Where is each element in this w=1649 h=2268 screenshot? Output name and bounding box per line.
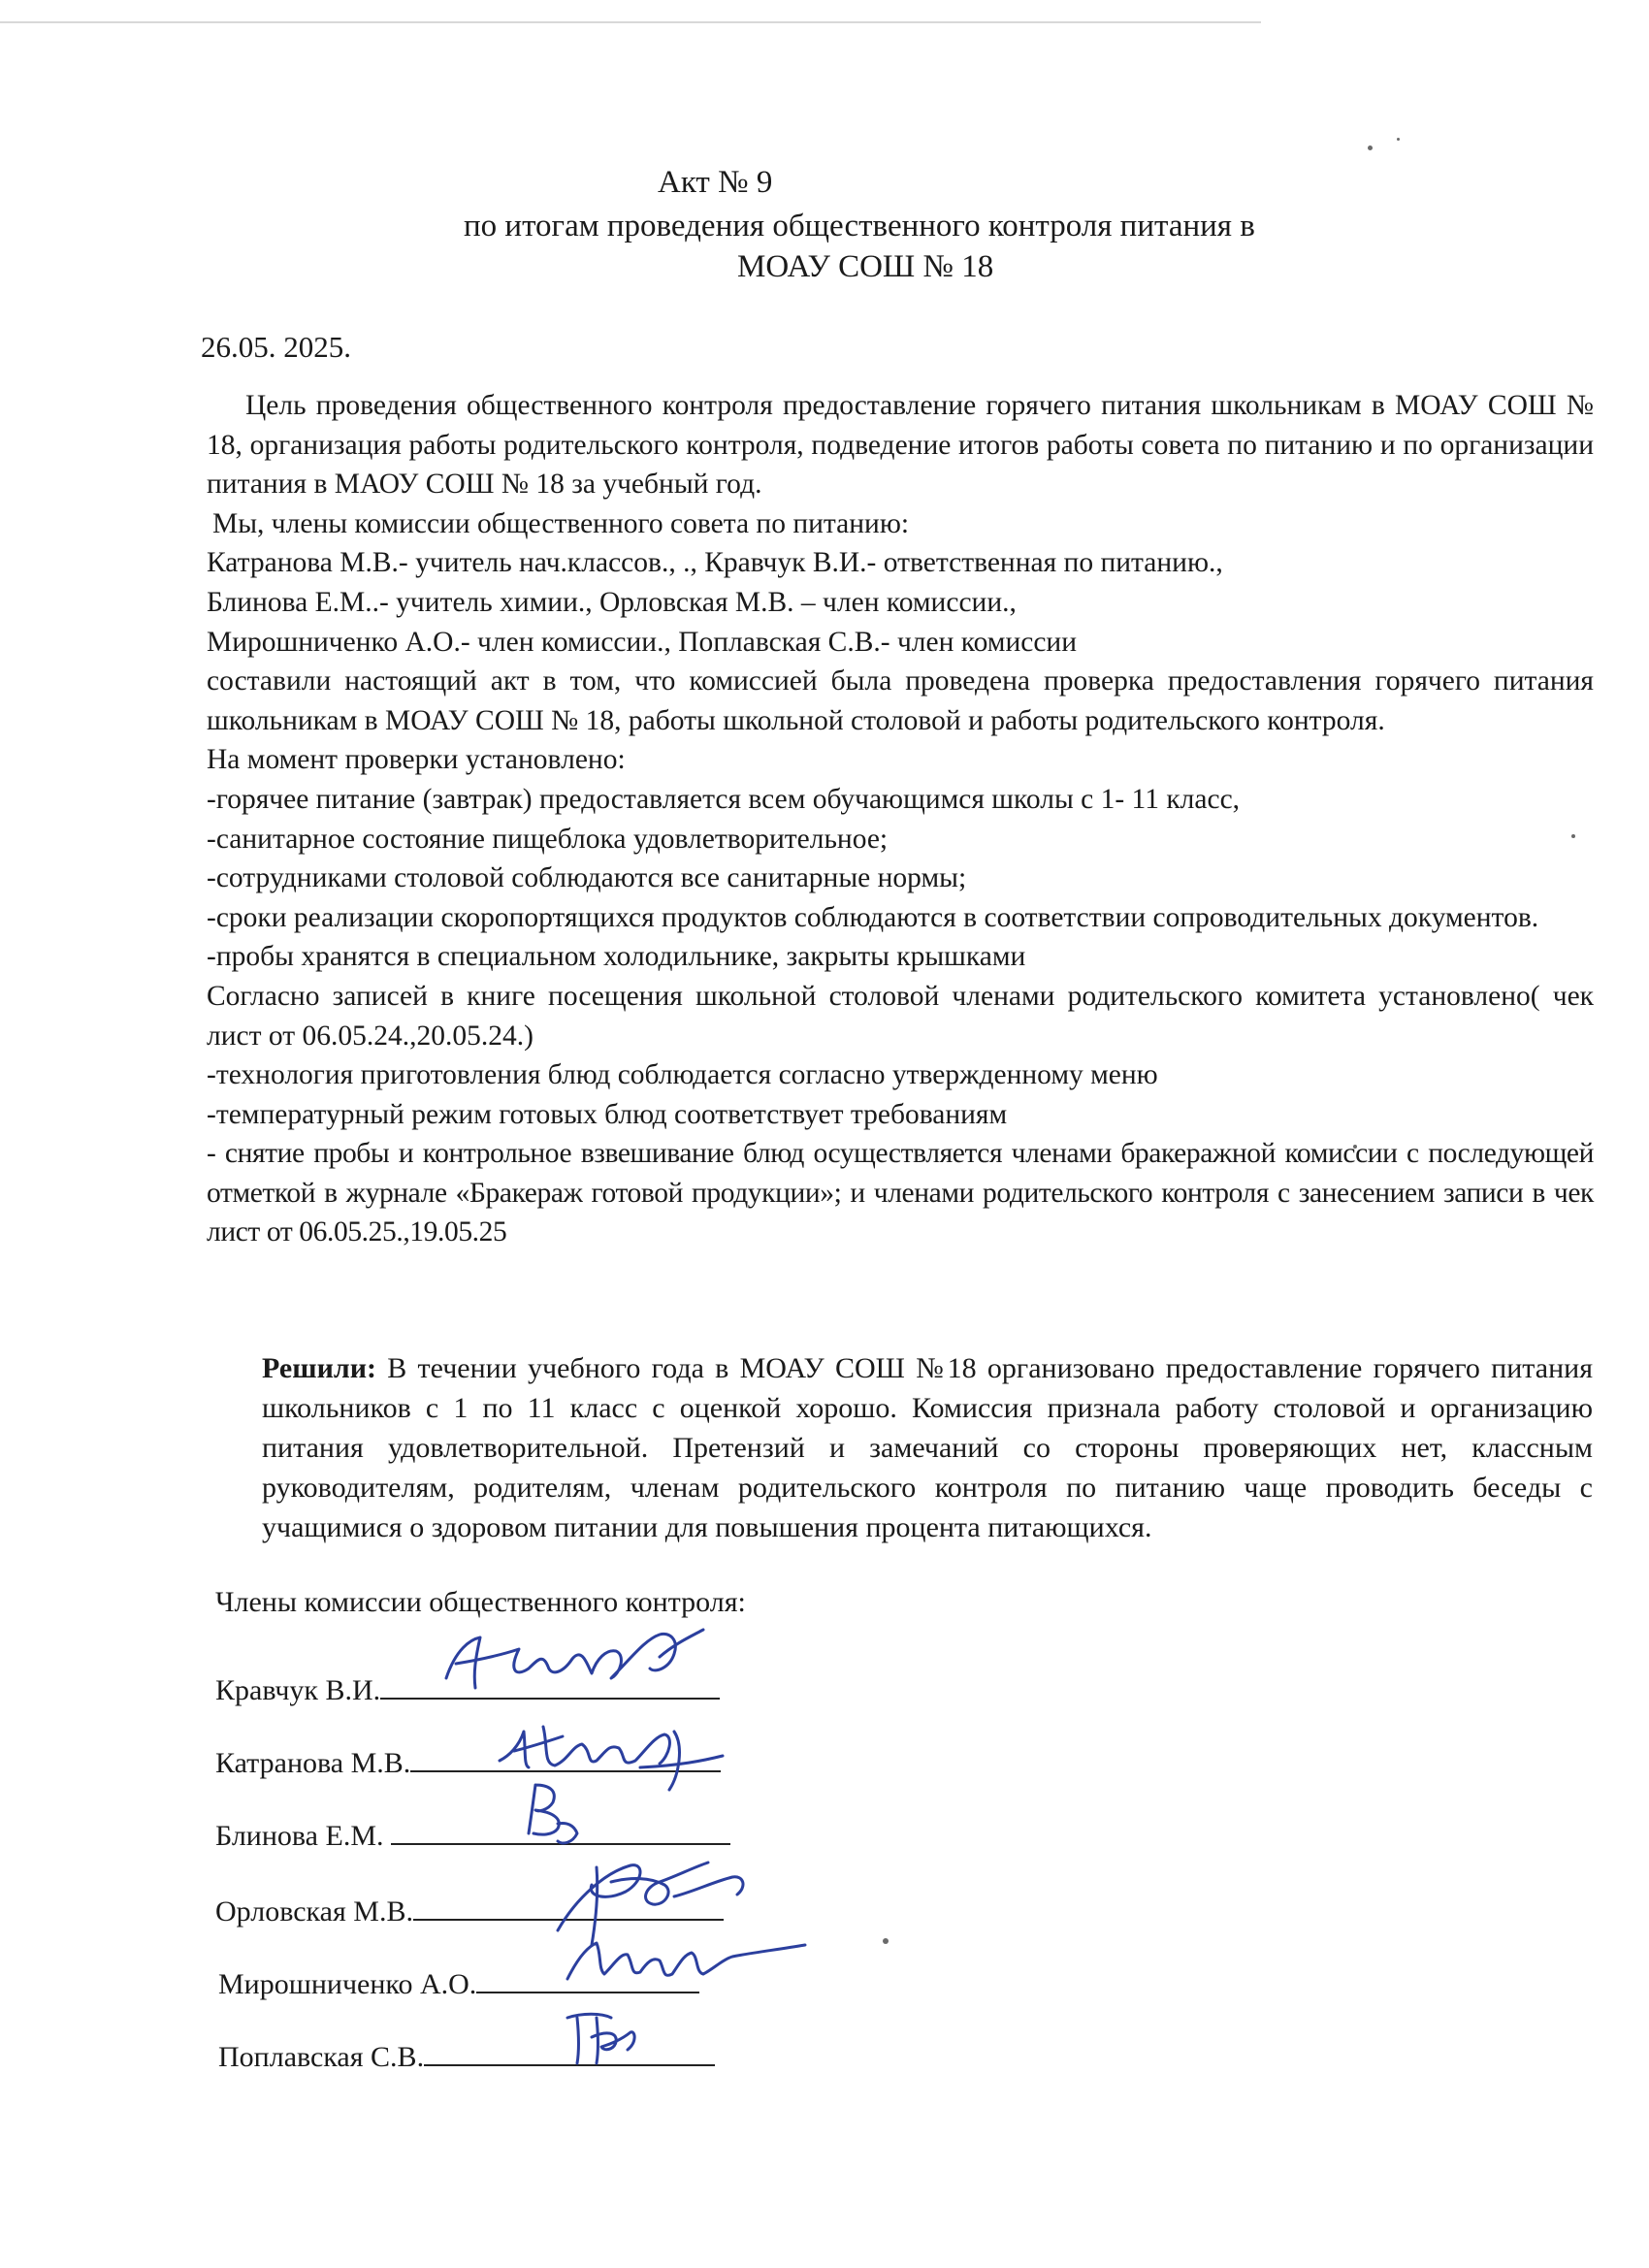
act-subtitle-line2: МОАУ СОШ № 18 [737,249,994,284]
finding-item: -температурный режим готовых блюд соответствует требованиям [207,1098,1008,1130]
scan-edge-line [0,21,1261,23]
act-title: Акт № 9 [658,165,773,200]
members-intro: Мы, члены комиссии общественного совета по питанию: [212,507,910,539]
signatory-name: Мирошниченко А.О. [218,1968,477,2000]
findings-intro: На момент проверки установлено: [207,744,626,776]
handwritten-signature [558,2003,645,2071]
members-line: Блинова Е.М..- учитель химии., Орловская М.В. – член комиссии., [207,586,1017,618]
scan-speck [1368,146,1373,150]
handwritten-signature [558,1926,810,2003]
act-statement: составили настоящий акт в том, что комиссией была проведена проверка предоставления горячего питания школьникам в МОАУ СОШ № 18, работы школьной столовой и работы родительского контроля. [207,665,1594,736]
signatory-name: Кравчук В.И. [215,1674,381,1706]
handwritten-signature [427,1620,718,1707]
finding-item: -сотрудниками столовой соблюдаются все санитарные нормы; [207,862,967,894]
signatory-name: Поплавская С.В. [218,2041,425,2073]
finding-item: -санитарное состояние пищеблока удовлетворительное; [207,823,889,855]
signatory-name: Блинова Е.М. [215,1820,391,1852]
signatory-name: Орловская М.В. [215,1895,413,1928]
scan-speck [883,1938,889,1944]
purpose-paragraph: Цель проведения общественного контроля предоставление горячего питания школьникам в МОАУ СОШ № 18, организация работы родительского контроля, подведение итогов работы совета по питанию и по организации питания в МАОУ СОШ № 18 за учебный год. [207,390,1594,501]
finding-item: -пробы хранятся в специальном холодильнике, закрыты крышками [207,941,1026,973]
decision-text: В течении учебного года в МОАУ СОШ №18 организовано предоставление горячего питания школьников с 1 по 11 класс с оценкой хорошо. Комиссия признала работу столовой и организацию питания удовлетворительной. Претензий и замечаний со стороны проверяющих нет, классным руководителям, родителям, членам родительского контроля по питанию чаще проводить беседы с учащимися о здоровом питании для повышения процента питающихся. [262,1352,1593,1543]
act-date: 26.05. 2025. [201,330,351,364]
finding-item: - снятие пробы и контрольное взвешивание блюд осуществляется членами бракеражной комиссии с последующей отметкой в журнале «Бракераж готовой продукции»; и членами родительского контроля с занесением записи в чек лист от 06.05.25.,19.05.25 [207,1138,1594,1248]
finding-item: -горячее питание (завтрак) предоставляется всем обучающимся школы с 1- 11 класс, [207,783,1241,815]
finding-item: -сроки реализации скоропортящихся продуктов соблюдаются в соответствии сопроводительных документов. [207,901,1539,933]
scan-speck [1397,138,1400,141]
decision-label: Решили: [262,1352,376,1384]
act-subtitle-line1: по итогам проведения общественного контроля питания в [464,209,1255,243]
finding-item: -технология приготовления блюд соблюдается согласно утвержденному меню [207,1059,1158,1091]
members-line: Мирошниченко А.О.- член комиссии., Поплавская С.В.- член комиссии [207,626,1077,658]
records-paragraph: Согласно записей в книге посещения школьной столовой членами родительского комитета установлено( чек лист от 06.05.24.,20.05.24.) [207,980,1594,1052]
decision-paragraph [262,1348,1593,1547]
signatory-name: Катранова М.В. [215,1747,411,1779]
members-line: Катранова М.В.- учитель нач.классов., ., Кравчук В.И.- ответственная по питанию., [207,547,1223,579]
act-body [207,386,1594,1252]
signatures-heading: Члены комиссии общественного контроля: [215,1586,746,1618]
